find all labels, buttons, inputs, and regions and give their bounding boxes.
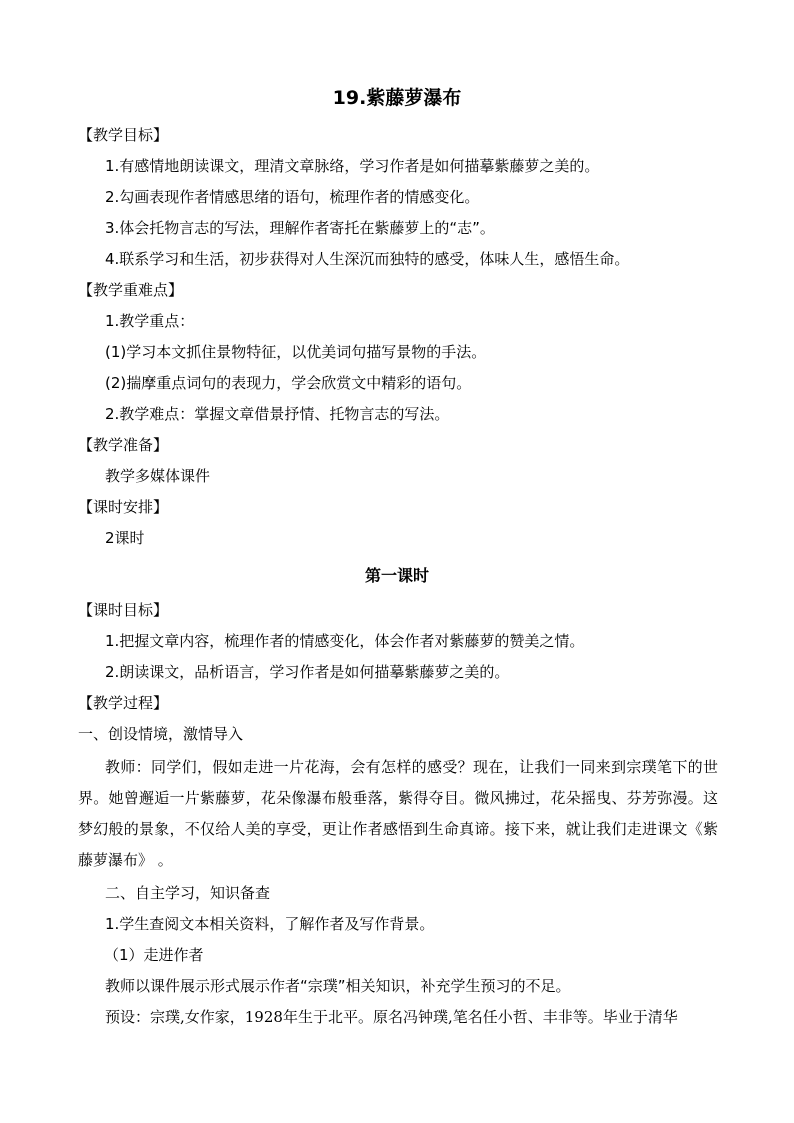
goal-item-4: 4.联系学习和生活，初步获得对人生深沉而独特的感受，体味人生，感悟生命。 [105, 250, 630, 268]
step-1-heading: 一、创设情境，激情导入 [78, 725, 244, 743]
preset-text: 预设：宗璞,女作家，1928年生于北平。原名冯钟璞,笔名任小哲、丰非等。毕业于清华 [105, 1008, 678, 1026]
prep-text: 教学多媒体课件 [105, 467, 211, 485]
step-2-heading: 二、自主学习，知识备查 [105, 884, 271, 902]
schedule-text: 2课时 [105, 529, 145, 547]
teacher-paragraph: 教师：同学们，假如走进一片花海，会有怎样的感受？现在，让我们一同来到宗璞笔下的世界。她曾邂逅一片紫藤萝，花朵像瀑布般垂落，紫得夺目。微风拂过，花朵摇曳、芬芳弥漫。这梦幻般的景象，不仅给人美的享受，更让作者感悟到生命真谛。接下来，就让我们走进课文《紫藤萝瀑布》 。 [78, 758, 718, 869]
goal-item-2: 2.勾画表现作者情感思绪的语句，梳理作者的情感变化。 [105, 188, 480, 206]
key-item-1: (1)学习本文抓住景物特征，以优美词句描写景物的手法。 [105, 343, 487, 361]
difficulty-item: 2.教学难点：掌握文章借景抒情、托物言志的写法。 [105, 405, 450, 423]
goal-item-3: 3.体会托物言志的写法，理解作者寄托在紫藤萝上的“志”。 [105, 219, 495, 237]
show-text: 教师以课件展示形式展示作者“宗璞”相关知识，补充学生预习的不足。 [105, 977, 571, 995]
lesson-title: 第一课时 [364, 566, 429, 585]
key-label: 1.教学重点： [105, 312, 195, 330]
lesson-goal-1: 1.把握文章内容，梳理作者的情感变化，体会作者对紫藤萝的赞美之情。 [105, 632, 585, 650]
goal-item-1: 1.有感情地朗读课文，理清文章脉络，学习作者是如何描摹紫藤萝之美的。 [105, 157, 600, 175]
section-heading-keypoints: 【教学重难点】 [78, 281, 184, 299]
sub-item-author: （1）走进作者 [104, 946, 204, 964]
step-2-item: 1.学生查阅文本相关资料，了解作者及写作背景。 [105, 915, 435, 933]
section-heading-lesson-goals: 【课时目标】 [78, 601, 169, 619]
document-title: 19.紫藤萝瀑布 [332, 87, 462, 109]
section-heading-goals: 【教学目标】 [78, 126, 169, 144]
section-heading-prep: 【教学准备】 [78, 436, 169, 454]
key-item-2: (2)揣摩重点词句的表现力，学会欣赏文中精彩的语句。 [105, 374, 472, 392]
lesson-goal-2: 2.朗读课文，品析语言，学习作者是如何描摹紫藤萝之美的。 [105, 663, 510, 681]
section-heading-process: 【教学过程】 [78, 694, 169, 712]
section-heading-schedule: 【课时安排】 [78, 498, 169, 516]
